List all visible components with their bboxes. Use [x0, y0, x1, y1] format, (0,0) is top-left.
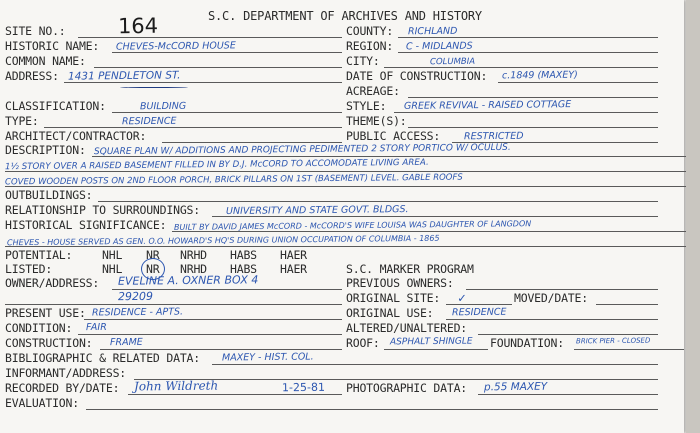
date-of-construction-value: c.1849 (MAXEY) [501, 69, 578, 82]
bibliographic-value: MAXEY - HIST. COL. [221, 351, 314, 364]
foundation-value: BRICK PIER - CLOSED [575, 336, 651, 346]
marker-program-label: S.C. MARKER PROGRAM [346, 262, 474, 276]
address-underline-mark [120, 87, 188, 88]
original-site-label: ORIGINAL SITE: [346, 291, 441, 305]
bibliographic-label: BIBLIOGRAPHIC & RELATED DATA: [5, 351, 200, 365]
photographic-line [478, 394, 658, 395]
photographic-value: p.55 MAXEY [483, 380, 548, 394]
potential-haer: HAER [280, 248, 307, 262]
previous-owners-label: PREVIOUS OWNERS: [346, 276, 454, 290]
significance-text-2: CHEVES - HOUSE SERVED AS GEN. O.O. HOWARD'S HQ'S DURING UNION OCCUPATION OF COLUMBIA - 1865 [6, 233, 440, 248]
roof-value: ASPHALT SHINGLE [389, 336, 473, 348]
listed-label: LISTED: [5, 262, 53, 276]
listed-nhl: NHL [102, 262, 123, 276]
construction-value: FRAME [109, 336, 143, 349]
original-site-checkmark: ✓ [458, 291, 466, 306]
description-text-2: 1½ STORY OVER A RAISED BASEMENT FILLED IN BY D.J. McCORD TO ACCOMODATE LIVING AREA. [4, 157, 429, 173]
original-use-line [446, 319, 658, 320]
bibliographic-line [212, 364, 658, 365]
owner-address-label: OWNER/ADDRESS: [5, 276, 100, 290]
type-label: TYPE: [5, 114, 39, 128]
listed-haer: HAER [280, 262, 307, 276]
region-value: C - MIDLANDS [405, 40, 473, 53]
themes-label: THEME(S): [346, 114, 407, 128]
relationship-value: UNIVERSITY AND STATE GOVT. BLDGS. [225, 204, 409, 217]
evaluation-line [86, 409, 658, 410]
original-use-label: ORIGINAL USE: [346, 306, 434, 320]
city-value: COLUMBIA [429, 56, 476, 68]
classification-value: BUILDING [139, 100, 187, 113]
relationship-label: RELATIONSHIP TO SURROUNDINGS: [5, 203, 200, 217]
card-title: S.C. DEPARTMENT OF ARCHIVES AND HISTORY [208, 9, 482, 23]
owner-value-1: EVELINE A. OXNER BOX 4 [117, 273, 259, 288]
outbuildings-line [98, 201, 658, 202]
condition-label: CONDITION: [5, 321, 73, 335]
owner-line-2 [5, 304, 342, 305]
potential-habs: HABS [230, 248, 257, 262]
classification-label: CLASSIFICATION: [5, 99, 106, 113]
construction-line [100, 349, 342, 350]
city-line [384, 67, 658, 68]
present-use-value: RESIDENCE - APTS. [91, 306, 184, 319]
informant-label: INFORMANT/ADDRESS: [5, 366, 127, 380]
potential-nr: NR [146, 248, 160, 262]
significance-text-1: BUILT BY DAVID JAMES McCORD - McCORD'S WIFE LOUISA WAS DAUGHTER OF LANGDON [173, 219, 532, 232]
potential-nrhd: NRHD [180, 248, 207, 262]
evaluation-label: EVALUATION: [5, 396, 79, 410]
city-label: CITY: [346, 54, 380, 68]
style-label: STYLE: [346, 99, 387, 113]
listed-habs: HABS [230, 262, 257, 276]
previous-owners-line [466, 289, 658, 290]
owner-value-2: 29209 [117, 289, 154, 304]
public-access-label: PUBLIC ACCESS: [346, 129, 441, 143]
recorded-by-label: RECORDED BY/DATE: [5, 381, 120, 395]
foundation-label: FOUNDATION: [490, 336, 564, 350]
potential-nhl: NHL [102, 248, 123, 262]
common-name-label: COMMON NAME: [5, 54, 86, 68]
listed-nrhd: NRHD [180, 262, 207, 276]
altered-line [478, 334, 658, 335]
architect-line [162, 142, 342, 143]
region-label: REGION: [346, 39, 394, 53]
description-text-1: SQUARE PLAN W/ ADDITIONS AND PROJECTING PEDIMENTED 2 STORY PORTICO W/ OCULUS. [93, 142, 511, 158]
site-no-label: SITE NO.: [5, 24, 66, 38]
present-use-line [84, 319, 342, 320]
acreage-line [408, 97, 658, 98]
public-access-value: RESTRICTED [463, 130, 524, 143]
common-name-line [94, 67, 342, 68]
listed-nr: NR [146, 262, 160, 276]
original-use-value: RESIDENCE [451, 306, 507, 319]
potential-label: POTENTIAL: [5, 248, 73, 262]
address-label: ADDRESS: [5, 69, 59, 83]
county-line [398, 37, 658, 38]
type-value: RESIDENCE [121, 115, 177, 128]
region-line [398, 52, 658, 53]
description-label: DESCRIPTION: [5, 143, 86, 157]
date-of-construction-line [498, 82, 658, 83]
site-no-value: 164 [117, 13, 159, 39]
type-line [44, 127, 342, 128]
foundation-line [574, 349, 684, 350]
original-site-line [446, 304, 512, 305]
condition-line [78, 334, 342, 335]
style-line [394, 112, 658, 113]
address-value: 1431 PENDLETON ST. [67, 69, 181, 83]
moved-date-line [596, 304, 658, 305]
moved-date-label: MOVED/DATE: [514, 291, 588, 305]
historical-significance-label: HISTORICAL SIGNIFICANCE: [5, 218, 167, 232]
architect-label: ARCHITECT/CONTRACTOR: [5, 129, 147, 143]
construction-label: CONSTRUCTION: [5, 336, 93, 350]
historic-name-value: CHEVES-McCORD HOUSE [115, 40, 236, 53]
present-use-label: PRESENT USE: [5, 306, 86, 320]
recorded-date-value: 1-25-81 [281, 380, 326, 395]
condition-value: FAIR [85, 321, 107, 334]
roof-line [384, 349, 488, 350]
historic-name-label: HISTORIC NAME: [5, 39, 100, 53]
themes-line [408, 127, 658, 128]
card-edge [686, 0, 700, 433]
county-label: COUNTY: [346, 24, 394, 38]
outbuildings-label: OUTBUILDINGS: [5, 188, 93, 202]
recorded-by-signature: John Wildreth [133, 378, 219, 394]
altered-label: ALTERED/UNALTERED: [346, 321, 468, 335]
recorded-by-line [128, 394, 342, 395]
style-value: GREEK REVIVAL - RAISED COTTAGE [403, 99, 572, 112]
photographic-label: PHOTOGRAPHIC DATA: [346, 381, 468, 395]
significance-line-1 [172, 231, 688, 232]
roof-label: ROOF: [346, 336, 380, 350]
county-value: RICHLAND [407, 25, 458, 38]
description-text-3: COVED WOODEN POSTS ON 2ND FLOOR PORCH, BRICK PILLARS ON 1ST (BASEMENT) LEVEL. GABLE ROOFS [4, 172, 463, 188]
acreage-label: ACREAGE: [346, 84, 400, 98]
date-of-construction-label: DATE OF CONSTRUCTION: [346, 69, 488, 83]
